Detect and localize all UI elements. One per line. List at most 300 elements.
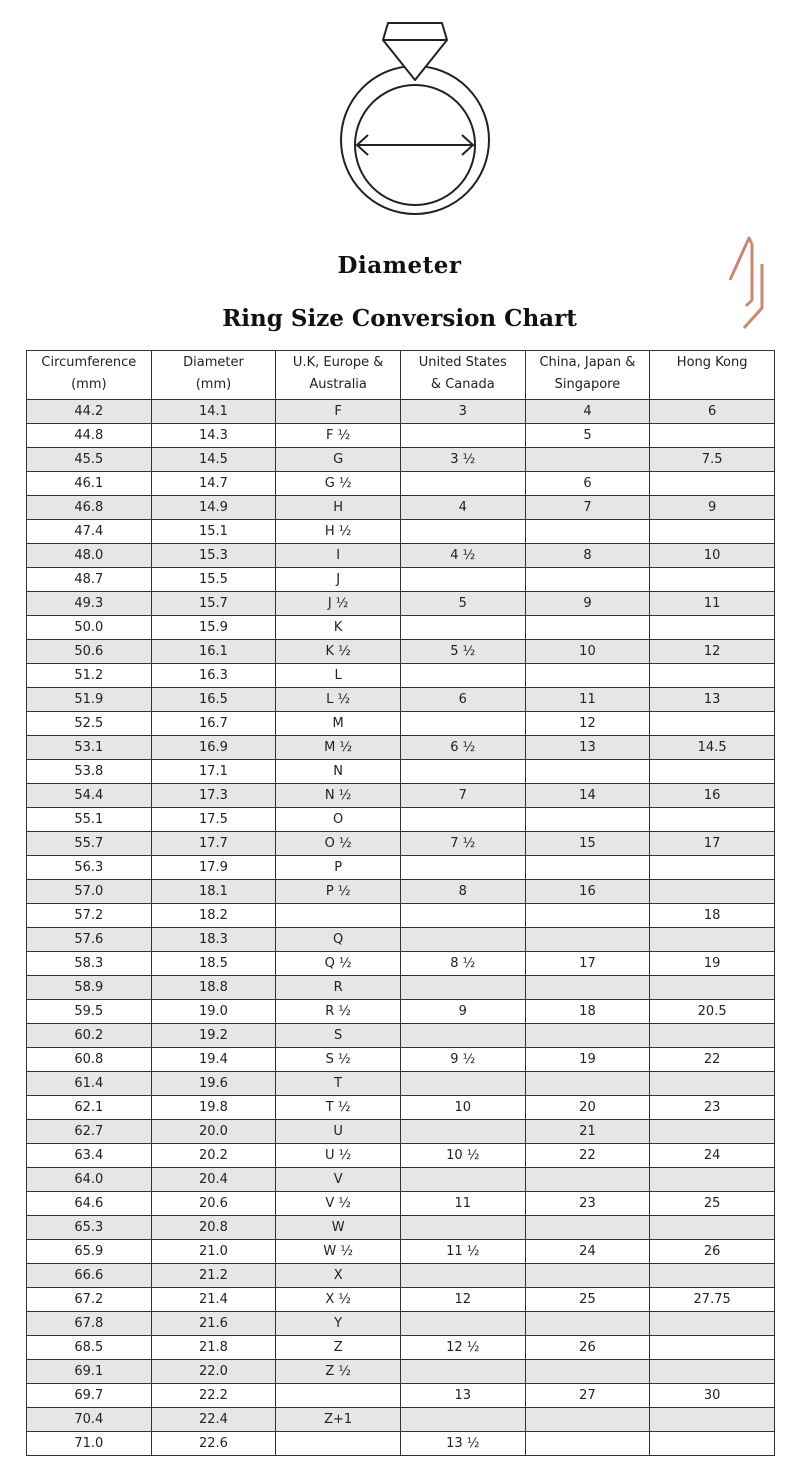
column-header-line: Circumference: [41, 355, 137, 370]
table-cell-circumference: 47.4: [27, 520, 152, 544]
table-cell-hong-kong: 11: [650, 592, 775, 616]
table-cell-hong-kong: [650, 1072, 775, 1096]
column-header-circumference: [27, 351, 152, 400]
table-row: [27, 1096, 775, 1120]
table-cell-us-canada: 4: [400, 496, 525, 520]
table-cell-china-japan-singapore: [525, 568, 650, 592]
table-cell-china-japan-singapore: [525, 904, 650, 928]
table-cell-diameter: 15.1: [151, 520, 276, 544]
table-cell-hong-kong: 18: [650, 904, 775, 928]
column-header-line: Hong Kong: [676, 355, 748, 370]
table-cell-us-canada: 5 ½: [400, 640, 525, 664]
table-cell-us-canada: [400, 1024, 525, 1048]
table-cell-china-japan-singapore: [525, 976, 650, 1000]
table-header: [27, 351, 775, 400]
table-row: [27, 1072, 775, 1096]
table-cell-uk-europe-australia: Y: [276, 1312, 401, 1336]
table-row: [27, 880, 775, 904]
table-cell-china-japan-singapore: 22: [525, 1144, 650, 1168]
table-cell-china-japan-singapore: [525, 928, 650, 952]
table-cell-circumference: 60.8: [27, 1048, 152, 1072]
table-cell-circumference: 50.0: [27, 616, 152, 640]
table-cell-diameter: 22.2: [151, 1384, 276, 1408]
table-cell-diameter: 21.0: [151, 1240, 276, 1264]
table-row: [27, 544, 775, 568]
table-cell-hong-kong: [650, 568, 775, 592]
table-cell-hong-kong: 23: [650, 1096, 775, 1120]
table-cell-hong-kong: 17: [650, 832, 775, 856]
table-cell-china-japan-singapore: [525, 1360, 650, 1384]
table-cell-us-canada: 13: [400, 1384, 525, 1408]
table-cell-china-japan-singapore: 27: [525, 1384, 650, 1408]
table-cell-diameter: 17.7: [151, 832, 276, 856]
table-cell-diameter: 14.3: [151, 424, 276, 448]
table-cell-hong-kong: [650, 1408, 775, 1432]
table-cell-diameter: 17.9: [151, 856, 276, 880]
table-cell-diameter: 17.3: [151, 784, 276, 808]
table-row: [27, 1240, 775, 1264]
table-cell-us-canada: [400, 472, 525, 496]
table-cell-us-canada: [400, 520, 525, 544]
table-cell-uk-europe-australia: M ½: [276, 736, 401, 760]
table-cell-us-canada: [400, 664, 525, 688]
table-cell-us-canada: 5: [400, 592, 525, 616]
table-cell-diameter: 14.9: [151, 496, 276, 520]
table-cell-uk-europe-australia: J: [276, 568, 401, 592]
table-cell-us-canada: 7 ½: [400, 832, 525, 856]
column-header-uk-europe-australia: [276, 351, 401, 400]
table-row: [27, 1024, 775, 1048]
table-row: [27, 1264, 775, 1288]
table-row: [27, 1144, 775, 1168]
table-cell-uk-europe-australia: Z+1: [276, 1408, 401, 1432]
table-cell-circumference: 64.6: [27, 1192, 152, 1216]
table-cell-hong-kong: [650, 808, 775, 832]
table-cell-us-canada: 3 ½: [400, 448, 525, 472]
table-cell-uk-europe-australia: O ½: [276, 832, 401, 856]
table-cell-uk-europe-australia: X: [276, 1264, 401, 1288]
table-row: [27, 904, 775, 928]
table-cell-diameter: 19.4: [151, 1048, 276, 1072]
table-cell-diameter: 20.0: [151, 1120, 276, 1144]
table-cell-uk-europe-australia: O: [276, 808, 401, 832]
table-row: [27, 784, 775, 808]
table-cell-circumference: 55.7: [27, 832, 152, 856]
table-cell-circumference: 61.4: [27, 1072, 152, 1096]
table-row: [27, 520, 775, 544]
table-cell-circumference: 57.0: [27, 880, 152, 904]
table-cell-hong-kong: 27.75: [650, 1288, 775, 1312]
column-header-line: U.K, Europe &: [292, 355, 384, 370]
table-cell-diameter: 20.2: [151, 1144, 276, 1168]
table-cell-us-canada: [400, 1216, 525, 1240]
table-cell-diameter: 14.7: [151, 472, 276, 496]
table-cell-china-japan-singapore: 9: [525, 592, 650, 616]
ring-size-table: [26, 350, 775, 1456]
table-cell-china-japan-singapore: 25: [525, 1288, 650, 1312]
table-cell-hong-kong: [650, 928, 775, 952]
table-row: [27, 568, 775, 592]
table-cell-circumference: 46.1: [27, 472, 152, 496]
table-cell-hong-kong: [650, 1216, 775, 1240]
table-cell-china-japan-singapore: 24: [525, 1240, 650, 1264]
table-cell-circumference: 60.2: [27, 1024, 152, 1048]
table-cell-diameter: 21.4: [151, 1288, 276, 1312]
table-cell-us-canada: 9: [400, 1000, 525, 1024]
table-cell-diameter: 17.5: [151, 808, 276, 832]
table-cell-hong-kong: 14.5: [650, 736, 775, 760]
table-cell-diameter: 17.1: [151, 760, 276, 784]
table-row: [27, 832, 775, 856]
table-cell-diameter: 19.2: [151, 1024, 276, 1048]
column-header-line: Diameter: [183, 355, 244, 370]
table-cell-circumference: 62.7: [27, 1120, 152, 1144]
table-cell-hong-kong: [650, 1360, 775, 1384]
table-row: [27, 640, 775, 664]
table-cell-china-japan-singapore: 20: [525, 1096, 650, 1120]
table-cell-us-canada: 11: [400, 1192, 525, 1216]
table-cell-circumference: 68.5: [27, 1336, 152, 1360]
table-cell-diameter: 22.0: [151, 1360, 276, 1384]
table-cell-diameter: 20.8: [151, 1216, 276, 1240]
table-row: [27, 1336, 775, 1360]
table-cell-uk-europe-australia: R: [276, 976, 401, 1000]
table-row: [27, 616, 775, 640]
table-row: [27, 664, 775, 688]
table-cell-uk-europe-australia: [276, 1384, 401, 1408]
table-cell-hong-kong: 7.5: [650, 448, 775, 472]
table-cell-diameter: 16.5: [151, 688, 276, 712]
table-cell-china-japan-singapore: 26: [525, 1336, 650, 1360]
table-cell-diameter: 18.8: [151, 976, 276, 1000]
table-cell-circumference: 51.9: [27, 688, 152, 712]
table-cell-uk-europe-australia: H ½: [276, 520, 401, 544]
table-cell-circumference: 56.3: [27, 856, 152, 880]
table-cell-us-canada: 10 ½: [400, 1144, 525, 1168]
table-cell-us-canada: [400, 1120, 525, 1144]
table-cell-us-canada: [400, 904, 525, 928]
table-cell-uk-europe-australia: G: [276, 448, 401, 472]
table-cell-china-japan-singapore: 16: [525, 880, 650, 904]
table-cell-china-japan-singapore: 5: [525, 424, 650, 448]
table-cell-china-japan-singapore: [525, 1264, 650, 1288]
table-row: [27, 1408, 775, 1432]
table-cell-china-japan-singapore: 17: [525, 952, 650, 976]
table-cell-us-canada: [400, 712, 525, 736]
table-cell-circumference: 59.5: [27, 1000, 152, 1024]
table-cell-uk-europe-australia: T: [276, 1072, 401, 1096]
table-cell-hong-kong: [650, 664, 775, 688]
table-cell-hong-kong: [650, 1024, 775, 1048]
table-cell-circumference: 69.7: [27, 1384, 152, 1408]
table-cell-china-japan-singapore: 11: [525, 688, 650, 712]
table-cell-china-japan-singapore: [525, 664, 650, 688]
column-header-line: United States: [418, 355, 507, 370]
table-row: [27, 760, 775, 784]
ring-diameter-icon: [335, 18, 495, 223]
table-cell-circumference: 51.2: [27, 664, 152, 688]
table-cell-us-canada: [400, 424, 525, 448]
table-row: [27, 688, 775, 712]
table-row: [27, 472, 775, 496]
table-row: [27, 1192, 775, 1216]
column-header-line: & Canada: [430, 377, 495, 392]
table-cell-hong-kong: [650, 1168, 775, 1192]
table-cell-us-canada: [400, 1168, 525, 1192]
table-cell-uk-europe-australia: F ½: [276, 424, 401, 448]
table-cell-diameter: 16.9: [151, 736, 276, 760]
table-cell-hong-kong: [650, 1264, 775, 1288]
table-cell-circumference: 57.6: [27, 928, 152, 952]
table-cell-circumference: 53.1: [27, 736, 152, 760]
table-cell-uk-europe-australia: Q: [276, 928, 401, 952]
table-cell-diameter: 19.6: [151, 1072, 276, 1096]
table-cell-china-japan-singapore: 4: [525, 400, 650, 424]
column-header-line: (mm): [71, 377, 107, 392]
table-cell-us-canada: 9 ½: [400, 1048, 525, 1072]
table-cell-hong-kong: 30: [650, 1384, 775, 1408]
table-cell-china-japan-singapore: 14: [525, 784, 650, 808]
table-row: [27, 424, 775, 448]
table-cell-uk-europe-australia: Z ½: [276, 1360, 401, 1384]
table-row: [27, 928, 775, 952]
column-header-line: China, Japan &: [539, 355, 636, 370]
table-cell-us-canada: [400, 616, 525, 640]
table-cell-hong-kong: 12: [650, 640, 775, 664]
table-cell-china-japan-singapore: [525, 1312, 650, 1336]
table-row: [27, 1384, 775, 1408]
table-cell-hong-kong: 16: [650, 784, 775, 808]
table-cell-us-canada: 10: [400, 1096, 525, 1120]
table-cell-circumference: 49.3: [27, 592, 152, 616]
table-cell-diameter: 21.8: [151, 1336, 276, 1360]
table-cell-us-canada: 11 ½: [400, 1240, 525, 1264]
table-cell-uk-europe-australia: L: [276, 664, 401, 688]
table-cell-uk-europe-australia: L ½: [276, 688, 401, 712]
table-cell-us-canada: 8: [400, 880, 525, 904]
table-row: [27, 736, 775, 760]
table-cell-uk-europe-australia: S ½: [276, 1048, 401, 1072]
table-cell-uk-europe-australia: I: [276, 544, 401, 568]
table-cell-circumference: 67.2: [27, 1288, 152, 1312]
table-cell-circumference: 66.6: [27, 1264, 152, 1288]
table-cell-uk-europe-australia: U: [276, 1120, 401, 1144]
table-cell-hong-kong: 19: [650, 952, 775, 976]
table-cell-diameter: 14.5: [151, 448, 276, 472]
table-cell-uk-europe-australia: V ½: [276, 1192, 401, 1216]
table-cell-us-canada: 12: [400, 1288, 525, 1312]
table-cell-circumference: 63.4: [27, 1144, 152, 1168]
table-cell-uk-europe-australia: G ½: [276, 472, 401, 496]
table-cell-china-japan-singapore: [525, 1072, 650, 1096]
table-cell-circumference: 55.1: [27, 808, 152, 832]
table-cell-hong-kong: [650, 472, 775, 496]
table-cell-hong-kong: [650, 1312, 775, 1336]
table-cell-us-canada: 6 ½: [400, 736, 525, 760]
table-cell-china-japan-singapore: 19: [525, 1048, 650, 1072]
table-cell-circumference: 67.8: [27, 1312, 152, 1336]
table-cell-china-japan-singapore: [525, 808, 650, 832]
table-cell-uk-europe-australia: W ½: [276, 1240, 401, 1264]
table-cell-circumference: 46.8: [27, 496, 152, 520]
table-cell-circumference: 50.6: [27, 640, 152, 664]
table-cell-circumference: 44.2: [27, 400, 152, 424]
table-cell-diameter: 22.4: [151, 1408, 276, 1432]
table-cell-diameter: 21.2: [151, 1264, 276, 1288]
table-row: [27, 1048, 775, 1072]
table-cell-hong-kong: [650, 520, 775, 544]
table-cell-us-canada: [400, 568, 525, 592]
table-cell-circumference: 48.0: [27, 544, 152, 568]
table-cell-us-canada: 3: [400, 400, 525, 424]
table-cell-china-japan-singapore: [525, 1024, 650, 1048]
table-cell-hong-kong: [650, 1120, 775, 1144]
column-header-line: (mm): [195, 377, 232, 392]
table-cell-china-japan-singapore: [525, 1408, 650, 1432]
table-cell-circumference: 52.5: [27, 712, 152, 736]
table-row: [27, 1288, 775, 1312]
table-cell-diameter: 16.7: [151, 712, 276, 736]
table-cell-uk-europe-australia: H: [276, 496, 401, 520]
table-cell-us-canada: 7: [400, 784, 525, 808]
table-cell-hong-kong: 20.5: [650, 1000, 775, 1024]
table-cell-circumference: 54.4: [27, 784, 152, 808]
table-row: [27, 856, 775, 880]
table-cell-diameter: 20.6: [151, 1192, 276, 1216]
table-cell-china-japan-singapore: 15: [525, 832, 650, 856]
table-cell-china-japan-singapore: 12: [525, 712, 650, 736]
table-cell-china-japan-singapore: [525, 1168, 650, 1192]
table-cell-us-canada: 4 ½: [400, 544, 525, 568]
table-row: [27, 1360, 775, 1384]
table-cell-circumference: 45.5: [27, 448, 152, 472]
chart-title: Ring Size Conversion Chart: [222, 305, 577, 332]
table-cell-diameter: 14.1: [151, 400, 276, 424]
table-cell-us-canada: [400, 808, 525, 832]
table-cell-uk-europe-australia: U ½: [276, 1144, 401, 1168]
table-row: [27, 400, 775, 424]
table-cell-hong-kong: [650, 976, 775, 1000]
table-cell-hong-kong: 22: [650, 1048, 775, 1072]
table-row: [27, 976, 775, 1000]
table-cell-us-canada: [400, 1360, 525, 1384]
table-cell-china-japan-singapore: 8: [525, 544, 650, 568]
table-cell-hong-kong: 24: [650, 1144, 775, 1168]
column-header-diameter: [151, 351, 276, 400]
table-cell-china-japan-singapore: [525, 616, 650, 640]
table-cell-diameter: 19.0: [151, 1000, 276, 1024]
table-cell-china-japan-singapore: [525, 856, 650, 880]
table-row: [27, 1168, 775, 1192]
table-cell-china-japan-singapore: [525, 760, 650, 784]
table-row: [27, 1216, 775, 1240]
table-cell-uk-europe-australia: W: [276, 1216, 401, 1240]
table-cell-china-japan-singapore: 18: [525, 1000, 650, 1024]
table-cell-hong-kong: [650, 880, 775, 904]
table-cell-hong-kong: 13: [650, 688, 775, 712]
table-cell-hong-kong: 9: [650, 496, 775, 520]
table-cell-uk-europe-australia: Q ½: [276, 952, 401, 976]
table-cell-hong-kong: [650, 1432, 775, 1456]
table-cell-us-canada: [400, 1072, 525, 1096]
table-body: [27, 400, 775, 1456]
table-cell-uk-europe-australia: R ½: [276, 1000, 401, 1024]
table-cell-us-canada: 12 ½: [400, 1336, 525, 1360]
table-cell-uk-europe-australia: F: [276, 400, 401, 424]
table-cell-hong-kong: [650, 856, 775, 880]
table-cell-circumference: 58.3: [27, 952, 152, 976]
table-cell-uk-europe-australia: S: [276, 1024, 401, 1048]
table-cell-diameter: 18.5: [151, 952, 276, 976]
column-header-line: Australia: [309, 377, 367, 392]
table-row: [27, 592, 775, 616]
table-cell-china-japan-singapore: 6: [525, 472, 650, 496]
table-cell-us-canada: [400, 1408, 525, 1432]
table-cell-circumference: 69.1: [27, 1360, 152, 1384]
table-cell-circumference: 53.8: [27, 760, 152, 784]
table-cell-uk-europe-australia: J ½: [276, 592, 401, 616]
table-cell-diameter: 19.8: [151, 1096, 276, 1120]
table-cell-diameter: 15.7: [151, 592, 276, 616]
table-cell-hong-kong: [650, 712, 775, 736]
table-cell-us-canada: 13 ½: [400, 1432, 525, 1456]
table-cell-circumference: 62.1: [27, 1096, 152, 1120]
table-row: [27, 448, 775, 472]
diameter-title: Diameter: [337, 252, 462, 279]
table-cell-hong-kong: 6: [650, 400, 775, 424]
table-cell-us-canada: [400, 1264, 525, 1288]
table-cell-uk-europe-australia: P ½: [276, 880, 401, 904]
table-cell-us-canada: 6: [400, 688, 525, 712]
table-cell-hong-kong: 25: [650, 1192, 775, 1216]
table-cell-china-japan-singapore: [525, 1216, 650, 1240]
table-cell-uk-europe-australia: Z: [276, 1336, 401, 1360]
table-cell-diameter: 15.9: [151, 616, 276, 640]
table-cell-uk-europe-australia: K ½: [276, 640, 401, 664]
table-cell-china-japan-singapore: 10: [525, 640, 650, 664]
table-cell-circumference: 65.9: [27, 1240, 152, 1264]
table-row: [27, 1120, 775, 1144]
table-cell-china-japan-singapore: 7: [525, 496, 650, 520]
table-cell-circumference: 48.7: [27, 568, 152, 592]
column-header-us-canada: [400, 351, 525, 400]
table-cell-diameter: 15.5: [151, 568, 276, 592]
table-row: [27, 808, 775, 832]
table-row: [27, 952, 775, 976]
table-cell-diameter: 15.3: [151, 544, 276, 568]
table-cell-hong-kong: 10: [650, 544, 775, 568]
table-cell-diameter: 16.3: [151, 664, 276, 688]
table-cell-diameter: 16.1: [151, 640, 276, 664]
table-cell-uk-europe-australia: [276, 1432, 401, 1456]
table-cell-hong-kong: [650, 616, 775, 640]
table-cell-hong-kong: [650, 760, 775, 784]
table-cell-circumference: 65.3: [27, 1216, 152, 1240]
table-cell-uk-europe-australia: V: [276, 1168, 401, 1192]
table-cell-uk-europe-australia: [276, 904, 401, 928]
table-cell-diameter: 18.2: [151, 904, 276, 928]
table-cell-diameter: 22.6: [151, 1432, 276, 1456]
table-cell-circumference: 44.8: [27, 424, 152, 448]
table-cell-us-canada: [400, 856, 525, 880]
table-cell-hong-kong: [650, 1336, 775, 1360]
table-cell-china-japan-singapore: [525, 520, 650, 544]
table-cell-uk-europe-australia: T ½: [276, 1096, 401, 1120]
header-row: [27, 351, 775, 400]
table-cell-china-japan-singapore: [525, 1432, 650, 1456]
table-cell-china-japan-singapore: 23: [525, 1192, 650, 1216]
table-cell-uk-europe-australia: X ½: [276, 1288, 401, 1312]
